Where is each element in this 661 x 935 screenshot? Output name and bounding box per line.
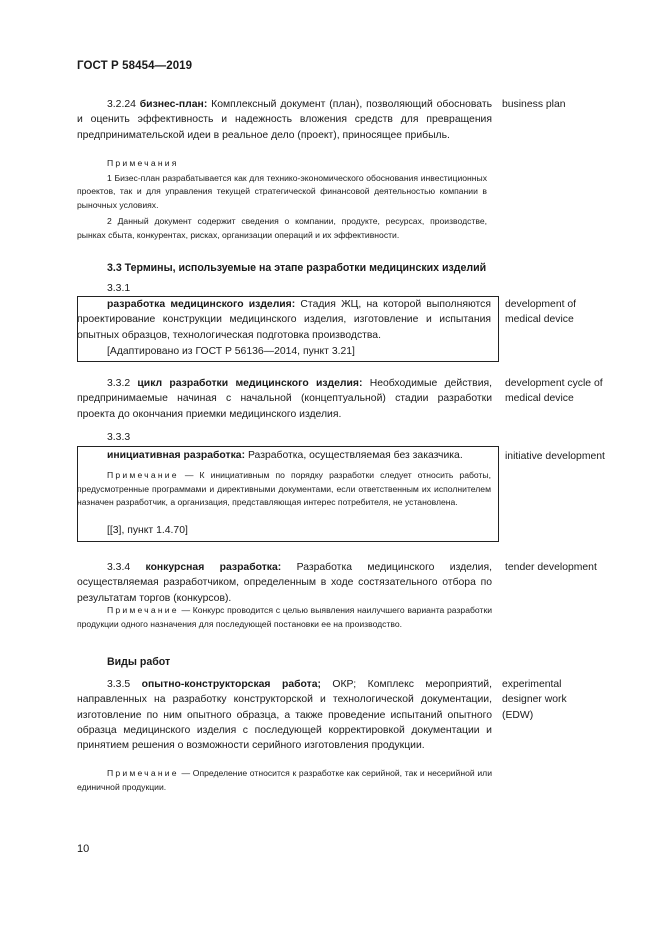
note-3-3-4 (77, 604, 492, 631)
term-3-3-1 (77, 297, 491, 359)
section-title-3-3: 3.3 Термины, используемые на этапе разработки медицинских изделий (107, 262, 487, 274)
term-name: разработка медицинского изделия: (107, 299, 296, 310)
term-number: 3.2.24 (107, 99, 140, 110)
term-3-3-2 (77, 376, 492, 422)
term-3-3-4 (77, 560, 492, 606)
note-text: — К инициативным по порядку разработки следует относить работы, предусмотренные программами и директивными документами, если ответственным их исполнителем назначен разработчик, а организация, представляющая интерес потребителя, не установлена. (77, 470, 491, 508)
note-3-3-5 (77, 767, 492, 794)
term-english-3-2-24: business plan (502, 99, 566, 110)
term-number-3-3-3: 3.3.3 (107, 432, 131, 443)
term-definition: Необходимые действия, предпринимаемые начиная с начальной (концептуальной) стадии разработки проекта до окончания приемки медицинского изделия. (77, 378, 493, 420)
term-english-3-3-1: development of medical device (505, 299, 577, 326)
term-english-3-3-5: experimental designer work (EDW) (502, 679, 567, 721)
note-label: Примечание (107, 605, 179, 615)
term-name: бизнес-план: (139, 99, 208, 110)
term-number-3-3-1: 3.3.1 (107, 283, 131, 294)
page-number: 10 (77, 843, 90, 855)
term-name: цикл разработки медицинского изделия: (137, 378, 363, 389)
term-definition: Комплексный документ (план), позволяющий обосновать и оценить эффективность и надежность вложения средств для превращения предпринимательской идеи в реальное дело (проект), приносящее прибыль. (77, 99, 492, 141)
term-definition: Разработка медицинского изделия, осуществляемая разработчиком, определенным в ходе состязательного отбора по результатам торгов (конкурсов). (77, 562, 492, 604)
term-number: 3.3.5 (107, 679, 142, 690)
note-text: — Конкурс проводится с целью выявления наилучшего варианта разработки продукции одного назначения для последующей постановки ее на производство. (77, 605, 492, 629)
note-2: 2 Данный документ содержит сведения о компании, продукте, ресурсах, производстве, рынках сбыта, конкурентах, рисках, организации операций и их эффективности. (77, 216, 487, 240)
term-number: 3.3.2 (107, 378, 138, 389)
note-3-3-3 (77, 469, 491, 510)
term-3-3-3 (77, 448, 491, 463)
term-english-3-3-2: development cycle of medical device (505, 378, 603, 405)
term-3-2-24 (77, 97, 492, 143)
term-name: опытно-конструкторская работа; (141, 679, 321, 690)
term-name: конкурсная разработка: (145, 562, 282, 573)
notes-title: Примечания (107, 158, 179, 168)
term-3-3-5 (77, 677, 492, 753)
note-label: Примечание (107, 768, 179, 778)
notes-3-2-24 (77, 157, 487, 243)
term-definition: Разработка, осуществляемая без заказчика. (245, 450, 463, 461)
document-header: ГОСТ Р 58454—2019 (77, 60, 193, 72)
term-definition: ОКР; Комплекс мероприятий, направленных на разработку конструкторской и технологической документации, изготовление по ним опытного образца, а также проведение испытаний опытного образца медицинского изделия с последующей корректировкой документации и принятием решения о возможности серийного изготовления продукции. (77, 679, 492, 752)
section-title-works: Виды работ (107, 656, 171, 668)
note-1: 1 Бизес-план разрабатывается как для технико-экономического обоснования инвестиционных проектов, так и для управления текущей стратегической финансовой деятельностью компании в рыночных условиях. (77, 172, 487, 210)
term-english-3-3-3: initiative development (505, 451, 605, 462)
term-name: инициативная разработка: (107, 450, 246, 461)
term-english-3-3-4: tender development (505, 562, 597, 573)
note-label: Примечание (107, 470, 179, 480)
term-source: [Адаптировано из ГОСТ Р 56136—2014, пункт 3.21] (107, 345, 355, 357)
note-text: — Определение относится к разработке как серийной, так и несерийной или единичной продукции. (77, 768, 492, 792)
term-definition: Стадия ЖЦ, на которой выполняются проектирование конструкции медицинского изделия, изготовление и испытания опытных образцов, технологическая подготовка производства. (77, 299, 492, 341)
term-number: 3.3.4 (107, 562, 146, 573)
term-source-3-3-3 (77, 523, 491, 538)
term-source: [[3], пункт 1.4.70] (107, 525, 188, 536)
